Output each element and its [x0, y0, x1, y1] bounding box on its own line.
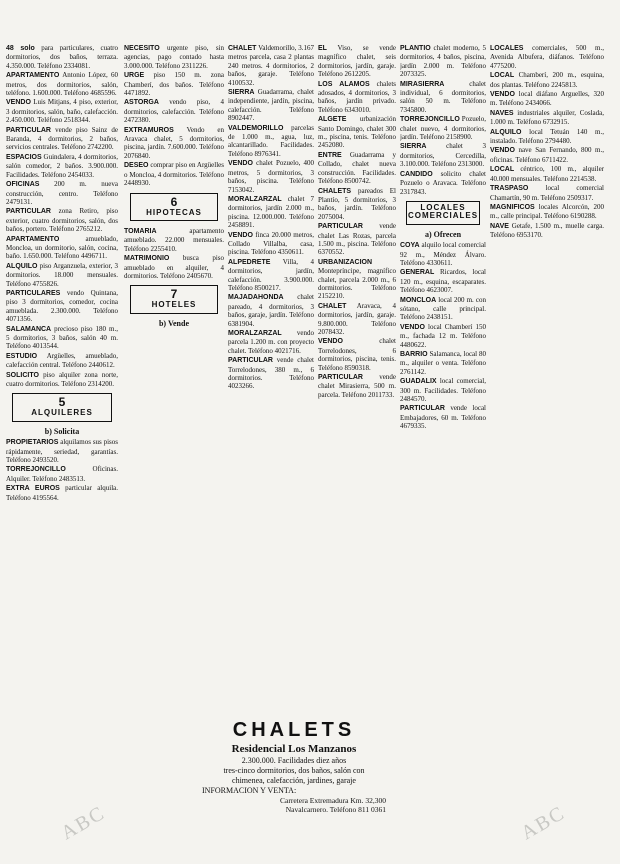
ad-body: Ricardos, local 120 m., esquina, escaparates. Teléfono 4623007.: [400, 268, 486, 295]
ad-heading: OFICINAS: [6, 181, 40, 189]
ad-heading: GENERAL: [400, 269, 435, 277]
classified-ad: [318, 258, 396, 301]
ad-heading: CHALET: [318, 302, 347, 310]
classified-ad: [490, 90, 604, 108]
ad-heading: EL: [318, 45, 327, 52]
classified-ad: [400, 142, 486, 168]
section-label: HIPOTECAS: [146, 207, 202, 217]
subsection-header: b) Solicita: [44, 426, 80, 436]
section-number: 6: [170, 194, 178, 209]
ad-heading: PLANTIO: [400, 45, 431, 52]
ad-heading: ESPACIOS: [6, 153, 42, 161]
classified-ad: [124, 254, 224, 280]
classified-ad: [400, 268, 486, 294]
ad-heading: SIERRA: [400, 143, 427, 151]
ad-body: vende local Embajadores, 60 m. Teléfono 4679335.: [400, 404, 486, 431]
promo-features-line: tres-cinco dormitorios, dos baños, salón con: [223, 766, 365, 775]
ad-body: Salamanca, local 80 m., alquiler o venta. Teléfono 2761142.: [400, 350, 486, 376]
classified-ad: [318, 151, 396, 186]
ad-body: finca 20.000 metros, Collado Villalba, casa, piscina. Teléfono 4350611.: [228, 230, 314, 257]
ad-body: chalet 3 dormitorios, Cercedilla, 3.100.000. Teléfono 2313000.: [400, 142, 486, 169]
classified-ad: [318, 373, 396, 399]
ad-heading: CHALET: [228, 45, 257, 52]
ad-body: nave San Fernando, 800 m., oficinas. Teléfono 6711422.: [490, 146, 604, 164]
ad-heading: TORREJONCILLO: [6, 466, 66, 474]
ad-body: local Tetuán 140 m., instalado. Teléfono 2794480.: [490, 127, 604, 146]
ad-heading: MONCLOA: [400, 296, 437, 304]
abc-watermark-left: ABC: [57, 801, 110, 845]
classified-ad: [124, 98, 224, 124]
ad-heading: URGE: [124, 72, 145, 80]
ad-body: Oficinas. Alquiler. Teléfono 2483513.: [6, 465, 118, 483]
ad-heading: APARTAMENTO: [6, 235, 60, 243]
ad-body: Vendo en Aravaca chalet, 5 dormitorios, piscina, jardín. 7.600.000. Teléfono 2076840.: [124, 125, 224, 160]
ad-body: chalet individual, 6 dormitorios, salón 50 m. Teléfono 7345800.: [400, 79, 486, 114]
ad-body: solicito chalet Pozuelo o Aravaca. Teléfono 2317843.: [400, 169, 486, 196]
ad-body: Guadarrama, chalet independiente, jardín, piscina, calefacción. Teléfono 8902447.: [228, 88, 314, 123]
ad-heading: COYA: [400, 242, 420, 250]
classified-ad: [490, 184, 604, 202]
classified-ad: [318, 115, 396, 150]
ad-heading: TORREJONCILLO: [400, 116, 460, 124]
classified-column-1: [6, 44, 118, 744]
ad-body: vende chalet Torrelodones, 380 m., 6 dormitorios. Teléfono 4023266.: [228, 356, 314, 391]
ad-heading: DESEO: [124, 162, 149, 170]
classified-ad: [490, 165, 604, 183]
ad-body: chalet Pozuelo, 400 metros, 5 dormitorios, 3 baños, piscina. Teléfono 7153042.: [228, 159, 314, 194]
ad-heading: SOLICITO: [6, 371, 39, 379]
classified-ad: [6, 126, 118, 152]
classified-ad: [400, 44, 486, 79]
section-header-locales: [406, 201, 480, 225]
ad-heading: LOS ALAMOS: [318, 80, 370, 88]
classified-ad: [318, 222, 396, 257]
ad-body: local comercial Chamartín, 90 m. Teléfono 2509317.: [490, 184, 604, 202]
ad-heading: ENTRE: [318, 151, 342, 159]
classified-ad: [6, 371, 118, 389]
classified-ad: [228, 124, 314, 159]
section-label: HOTELES: [151, 300, 197, 310]
classified-ad: [228, 356, 314, 391]
classified-ad: [6, 438, 118, 464]
ad-body: zona Retiro, piso exterior, cuatro dormitorios, salón, dos baños, portero. Teléfono 2765212.: [6, 207, 118, 234]
ad-heading: PARTICULAR: [318, 374, 363, 382]
ad-heading: EXTRAMUROS: [124, 126, 174, 134]
ad-body: local Chamberí 150 m., fachada 12 m. Teléfono 4480622.: [400, 322, 486, 349]
ad-body: local comercial, 300 m. Facilidades. Teléfono 2484570.: [400, 377, 486, 404]
ad-heading: CHALETS: [318, 187, 352, 195]
promo-features-line-2: chimenea, calefacción, jardines, garaje: [232, 776, 356, 785]
ad-heading: URBANIZACION: [318, 258, 373, 266]
ad-heading: PARTICULAR: [318, 223, 363, 231]
ad-body: industriales alquiler, Coslada, 1.000 m. Teléfono 6732915.: [490, 108, 604, 127]
ad-body: Guadarrama y Collado, chalet nueva construcción. Facilidades. Teléfono 8500742.: [318, 150, 396, 186]
ad-body: piso Arganzuela, exterior, 3 dormitorios. 18.000 mensuales. Teléfono 4755826.: [6, 261, 118, 288]
ad-heading: TOMARIA: [124, 227, 157, 235]
classified-ad: [400, 80, 486, 115]
ad-body: 200 m. nueva construcción, centro. Teléfono 2479131.: [6, 180, 118, 206]
ad-heading: MAJADAHONDA: [228, 294, 284, 302]
ad-heading: ALPEDRETE: [228, 258, 271, 266]
ad-body: local diáfano Arguelles, 320 m. Teléfono 2434066.: [490, 90, 604, 108]
section-label: ALQUILERES: [31, 408, 93, 418]
classified-ad: [318, 44, 396, 79]
classified-ad: [318, 302, 396, 337]
ad-heading: LOCAL: [490, 72, 515, 80]
ad-heading: NAVE: [490, 222, 509, 230]
classified-ad: [318, 80, 396, 115]
ad-body: apartamento amueblado. 22.000 mensuales. Teléfono 2255410.: [124, 226, 224, 253]
ad-heading: BARRIO: [400, 351, 428, 358]
promo-info-label: INFORMACION Y VENTA:: [202, 786, 297, 795]
ad-heading: MATRIMONIO: [124, 255, 170, 263]
classified-ad: [6, 71, 118, 97]
classified-ad: [228, 231, 314, 257]
classified-ad: [6, 289, 118, 324]
ad-heading: VENDO: [228, 231, 253, 239]
section-number: 5: [58, 395, 66, 410]
ad-heading: PROPIETARIOS: [6, 439, 59, 447]
ad-heading: ALQUILO: [490, 128, 522, 136]
ad-heading: VENDO: [490, 147, 515, 155]
classified-ad: [6, 44, 118, 70]
ad-body: comprar piso en Argüelles o Moncloa, 4 dormitorios. Teléfono 2448930.: [124, 161, 224, 188]
classified-ad: [400, 296, 486, 322]
classified-ad: [400, 323, 486, 349]
classified-ad: [318, 337, 396, 372]
ad-body: chalet moderno, 5 dormitorios, 4 baños, piscina, jardín 2.000 m. Teléfono 2073325.: [400, 44, 486, 79]
section-label: LOCALES COMERCIALES: [407, 202, 479, 221]
ad-body: locales Alcorcón, 200 m., calle principal. Teléfono 6190288.: [490, 202, 604, 221]
classified-ad: [124, 227, 224, 253]
classified-ad: [490, 109, 604, 127]
classified-ad: [490, 146, 604, 164]
promo-address: Carretera Extremadura Km. 32,300: [280, 796, 386, 805]
abc-watermark-right: ABC: [517, 801, 570, 845]
ad-body: vendo piso, 4 dormitorios, calefacción. Teléfono 2472380.: [124, 98, 224, 125]
classified-ad: [400, 404, 486, 430]
ad-heading: SALAMANCA: [6, 325, 52, 333]
classified-ad: [400, 115, 486, 141]
classified-ad: [6, 465, 118, 483]
ad-body: amueblado, Moncloa, un dormitorio, salón, cocina, baño. 1.650.000. Teléfono 4496711.: [6, 234, 118, 261]
ad-heading: TRASPASO: [490, 185, 529, 193]
ad-heading: MAGNIFICOS: [490, 203, 535, 211]
classified-ad: [228, 195, 314, 230]
promo-title: CHALETS: [232, 719, 356, 741]
ad-heading: CANDIDO: [400, 170, 433, 178]
ad-heading: EXTRA EUROS: [6, 485, 60, 493]
ad-body: vende chalet Mirasierra, 500 m. parcela. Teléfono 2011733.: [318, 373, 396, 399]
ad-body: Argüelles, amueblado, calefacción central. Teléfono 2440612.: [6, 351, 118, 370]
classified-column-2: [124, 44, 224, 744]
classified-ad: [228, 329, 314, 355]
promo-subtitle: Residencial Los Manzanos: [231, 743, 357, 755]
subsection-header: a) Ofrecen: [424, 229, 462, 239]
classified-ad: [400, 241, 486, 267]
ad-body: busca piso amueblado en alquiler, 4 dormitorios. Teléfono 2405670.: [124, 254, 224, 280]
ad-heading: MIRASIERRA: [400, 80, 445, 88]
ad-body: local 200 m. con sótano, calle principal. Teléfono 2438151.: [400, 295, 486, 322]
ad-body: precioso piso 180 m., 5 dormitorios, 3 baños, salón 40 m. Teléfono 4013544.: [6, 324, 118, 351]
ad-heading: LOCAL: [490, 166, 515, 174]
classified-ad: [228, 88, 314, 123]
ad-body: Antonio López, 60 metros, dos dormitorios, salón, teléfono. 1.600.000. Teléfono 4685596.: [6, 71, 118, 98]
classified-ad: [490, 203, 604, 221]
ad-heading: 48 solo: [6, 45, 35, 52]
ad-body: Pozuelo, chalet nuevo, 4 dormitorios, jardín. Teléfono 2158900.: [400, 115, 486, 142]
promo-phone: Navalcarnero. Teléfono 811 0361: [285, 805, 386, 814]
classified-ad: [228, 293, 314, 328]
section-header-hipotecas: [130, 193, 218, 221]
classified-ad: [6, 98, 118, 124]
ad-body: Valdemorillo, 3.167 metros parcela, casa 2 plantas 240 metros. 4 dormitorios, 2 baños, garaje. Teléfono 4100532.: [228, 44, 314, 87]
classified-ad: [228, 159, 314, 194]
ad-body: parcelas de 1.000 m., agua, luz, alcantarillado. Facilidades. Teléfono 8976341.: [228, 123, 314, 158]
ad-heading: VENDO: [400, 323, 425, 331]
classified-ad: [124, 44, 224, 70]
ad-body: para particulares, cuatro dormitorios, dos baños, terraza. 4.350.000. Teléfono 2334081.: [6, 44, 118, 70]
classified-ad: [6, 262, 118, 288]
ad-heading: ASTORGA: [124, 99, 159, 107]
classified-ad: [6, 180, 118, 206]
ad-heading: VENDO: [490, 91, 515, 99]
ad-heading: NECESITO: [124, 45, 160, 52]
ad-heading: LOCALES: [490, 45, 524, 52]
classified-column-5: [400, 44, 486, 744]
ad-body: pareados El Plantío, 5 dormitorios, 3 baños, jardín. Teléfono 2075004.: [318, 186, 396, 221]
ad-body: alquilo local comercial 92 m., Méndez Álvaro. Teléfono 4330611.: [400, 241, 486, 267]
classified-ad: [318, 187, 396, 222]
ad-body: vende piso Sainz de Baranda, 4 dormitorios, 2 baños, servicios centrales. Teléfono 2742200.: [6, 125, 118, 152]
ad-body: Getafe, 1.500 m., muelle carga. Teléfono 6953170.: [490, 221, 604, 240]
section-number: 7: [170, 287, 178, 302]
ad-body: alquilamos sus pisos rápidamente, seriedad, garantías. Teléfono 2493520.: [6, 438, 118, 465]
ad-body: chalet pareado, 4 dormitorios, 3 baños, garaje, jardín. Teléfono 6381904.: [228, 293, 314, 328]
ad-body: chalet 7 dormitorios, jardín 2.000 m., piscina. 12.000.000. Teléfono 2458891.: [228, 194, 314, 230]
classified-ad: [490, 71, 604, 89]
ad-heading: NAVES: [490, 109, 514, 117]
classified-ad: [6, 235, 118, 261]
classified-ad: [6, 325, 118, 351]
classified-ad: [490, 44, 604, 70]
ad-body: Luis Mitjans, 4 piso, exterior, 3 dormitorios, salón, baño, calefacción. 2.450.000. Teléfono 2518344.: [6, 98, 118, 125]
classified-ad: [124, 71, 224, 97]
classified-column-6: [490, 44, 604, 744]
classified-column-3: [228, 44, 314, 744]
ad-heading: ESTUDIO: [6, 352, 38, 360]
ad-heading: MORALZARZAL: [228, 195, 282, 203]
subsection-header: b) Vende: [158, 318, 189, 328]
ad-body: vende chalet Las Rozas, parcela 1.500 m., piscina. Teléfono 6370552.: [318, 222, 396, 257]
ad-body: particular alquila. Teléfono 4195564.: [6, 484, 118, 502]
classified-ad: [6, 352, 118, 370]
ad-body: Viso, se vende magnífico chalet, seis dormitorios, jardín, garaje. Teléfono 2612205.: [318, 44, 396, 79]
ad-heading: PARTICULAR: [228, 357, 273, 365]
chalets-promo-ad: [198, 718, 390, 836]
classified-ad: [6, 207, 118, 233]
ad-heading: MORALZARZAL: [228, 330, 282, 337]
ad-body: comerciales, 500 m., Avenida Albufera, diáfanos. Teléfono 4775200.: [490, 44, 604, 70]
ad-body: urbanización Santo Domingo, chalet 300 m., piscina, tenis. Teléfono 2452080.: [318, 115, 396, 150]
ad-heading: ALGETE: [318, 116, 347, 124]
classified-ad: [400, 350, 486, 376]
classified-ad: [400, 377, 486, 403]
classified-ad: [400, 170, 486, 196]
ad-body: Villa, 4 dormitorios, jardín, calefacción. 3.900.000. Teléfono 8500217.: [228, 257, 314, 292]
classified-ad: [228, 44, 314, 87]
ad-heading: PARTICULAR: [6, 126, 51, 134]
classified-ad: [228, 258, 314, 293]
classified-ad: [490, 128, 604, 146]
section-header-alquileres: [12, 393, 112, 421]
ad-body: Guindalera, 4 dormitorios, salón comedor, 2 baños. 3.900.000. Facilidades. Teléfono 2454033.: [6, 152, 118, 179]
ad-body: Chamberí, 200 m., esquina, dos plantas. Teléfono 2245813.: [490, 71, 604, 89]
ad-heading: PARTICULARES: [6, 289, 61, 297]
ad-heading: ALQUILO: [6, 262, 38, 270]
ad-heading: APARTAMENTO: [6, 72, 60, 80]
ad-body: vendo parcela 1.200 m. con proyecto chalet. Teléfono 4021716.: [228, 329, 314, 355]
ad-body: vendo Quintana, piso 3 dormitorios, comedor, cocina amueblada. 2.300.000. Teléfono 4071356.: [6, 288, 118, 324]
classified-ad: [124, 161, 224, 187]
classified-ad: [490, 222, 604, 240]
ad-heading: PARTICULAR: [6, 208, 51, 216]
ad-body: Montepríncipe, magnífico chalet, parcela 2.000 m., 6 dormitorios. Teléfono 2152210.: [318, 267, 396, 301]
classified-column-4: [318, 44, 396, 744]
classified-ad: [124, 126, 224, 161]
ad-heading: VENDO: [6, 99, 31, 107]
ad-body: piso 150 m. zona Chamberí, dos baños. Teléfono 4471892.: [124, 71, 224, 98]
ad-heading: VENDO: [228, 160, 253, 168]
ad-body: chalet Torrelodones, 6 dormitorios, piscina, tenis. Teléfono 8590318.: [318, 337, 396, 372]
ad-body: Aravaca, 4 dormitorios, jardín, garaje. 9.800.000. Teléfono 2078432.: [318, 301, 396, 336]
ad-heading: VALDEMORILLO: [228, 124, 284, 132]
ad-heading: VENDO: [318, 338, 343, 346]
ad-body: urgente piso, sin agencias, pago contado hasta 3.000.000. Teléfono 2311226.: [124, 44, 224, 70]
classified-ad: [6, 484, 118, 502]
ad-heading: PARTICULAR: [400, 405, 445, 413]
promo-price-line: 2.300.000. Facilidades diez años: [241, 756, 347, 765]
ad-heading: GUADALIX: [400, 378, 437, 386]
section-header-hoteles: [130, 285, 218, 313]
ad-heading: SIERRA: [228, 89, 255, 97]
classified-ad: [6, 153, 118, 179]
ad-body: céntrico, 100 m., alquiler 40.000 mensuales. Teléfono 2214538.: [490, 165, 604, 183]
ad-body: chalets adosados, 4 dormitorios, 3 baños, jardín privado. Teléfono 6343010.: [318, 79, 396, 114]
ad-body: piso alquiler zona norte, cuatro dormitorios. Teléfono 2314200.: [6, 370, 118, 389]
